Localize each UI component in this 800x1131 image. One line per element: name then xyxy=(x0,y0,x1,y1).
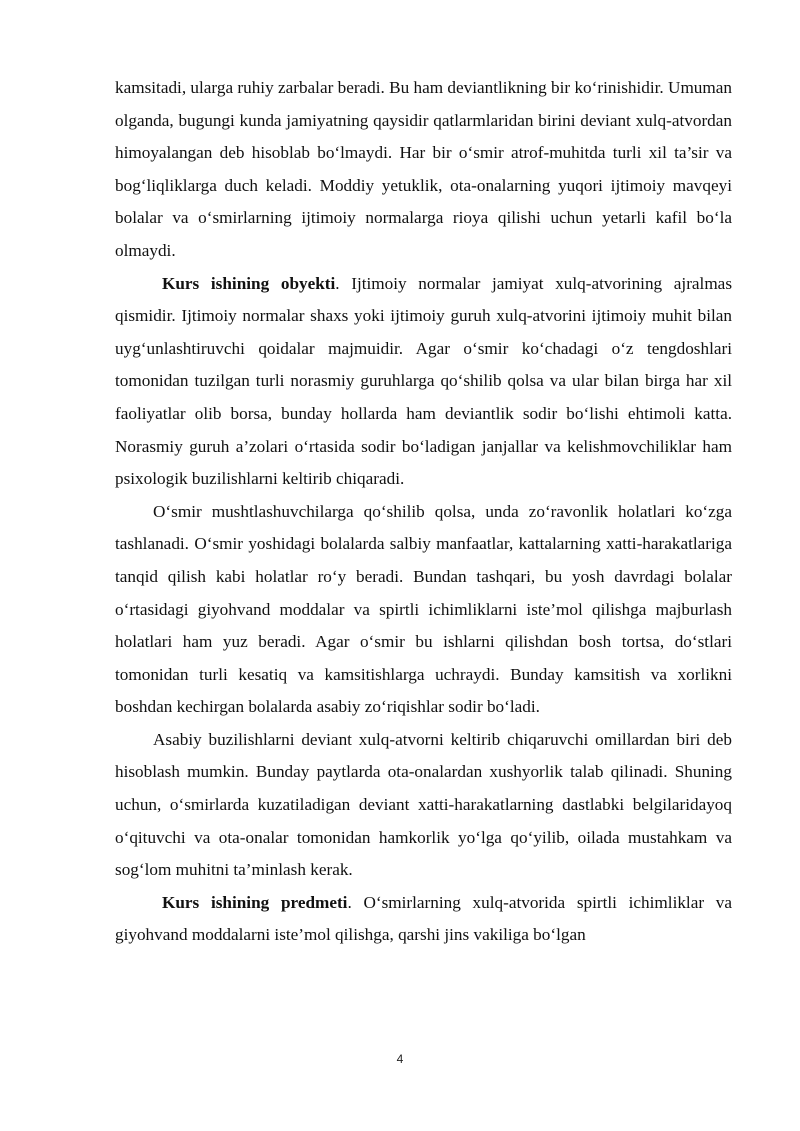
paragraph-3-text: O‘smir mushtlashuvchilarga qo‘shilib qolsa, unda zo‘ravonlik holatlari ko‘zga tashlanadi. O‘smir yoshidagi bolalarda salbiy manfaatlar, kattalarning xatti-harakatlariga tanqid qilish kabi holatlar ro‘y beradi. Bundan tashqari, bu yosh davrdagi bolalar o‘rtasidagi giyohvand moddalar va spirtli ichimliklarni iste’mol qilishga majburlash holatlari ham yuz beradi. Agar o‘smir bu ishlarni qilishdan bosh tortsa, do‘stlari tomonidan turli kesatiq va kamsitishlarga uchraydi. Bunday kamsitish va xorlikni boshdan kechirgan bolalarda asabiy zo‘riqishlar sodir bo‘ladi. xyxy=(115,501,732,717)
paragraph-4-text: Asabiy buzilishlarni deviant xulq-atvorni keltirib chiqaruvchi omillardan biri deb hisoblash mumkin. Bunday paytlarda ota-onalardan xushyorlik talab qilinadi. Shuning uchun, o‘smirlarda kuzatiladigan deviant xatti-harakatlarning dastlabki belgilaridayoq o‘qituvchi va ota-onalar tomonidan hamkorlik yo‘lga qo‘yilib, oilada mustahkam va sog‘lom muhitni ta’minlash kerak. xyxy=(115,729,732,880)
course-object-text: . Ijtimoiy normalar jamiyat xulq-atvorining ajralmas qismidir. Ijtimoiy normalar shaxs yoki ijtimoiy guruh xulq-atvorini ijtimoiy muhit bilan uyg‘unlashtiruvchi qoidalar majmuidir. Agar o‘smir ko‘chadagi o‘z tengdoshlari tomonidan tuzilgan turli norasmiy guruhlarga qo‘shilib qolsa va ular bilan birga har xil faoliyatlar olib borsa, bunday hollarda ham deviantlik sodir bo‘lishi ehtimoli katta. Norasmiy guruh a’zolari o‘rtasida sodir bo‘ladigan janjallar va kelishmovchiliklar ham psixologik buzilishlarni keltirib chiqaradi. xyxy=(115,273,733,489)
paragraph-4 xyxy=(115,724,732,887)
course-subject-text: . O‘smirlarning xulq-atvorida spirtli ichimliklar va giyohvand moddalarni iste’mol qilishga, qarshi jins vakiliga bo‘lgan xyxy=(115,892,732,945)
page-number: 4 xyxy=(396,1052,404,1066)
course-subject-heading: Kurs ishining predmeti xyxy=(162,892,348,912)
course-object-heading: Kurs ishining obyekti xyxy=(162,273,336,293)
paragraph-course-object xyxy=(115,268,732,496)
paragraph-course-subject xyxy=(115,887,732,952)
paragraph-1-text: kamsitadi, ularga ruhiy zarbalar beradi. Bu ham deviantlikning bir ko‘rinishidir. Umuman olganda, bugungi kunda jamiyatning qaysidir qatlarmlaridan birini deviant xulq-atvordan himoyalangan deb hisoblab bo‘lmaydi. Har bir o‘smir atrof-muhitda turli xil ta’sir va bog‘liqliklarga duch keladi. Moddiy yetuklik, ota-onalarning yuqori ijtimoiy mavqeyi bolalar va o‘smirlarning ijtimoiy normalarga rioya qilishi uchun yetarli kafil bo‘la olmaydi. xyxy=(115,78,732,260)
paragraph-1 xyxy=(115,72,732,268)
body-text xyxy=(115,72,732,952)
paragraph-3 xyxy=(115,496,732,724)
